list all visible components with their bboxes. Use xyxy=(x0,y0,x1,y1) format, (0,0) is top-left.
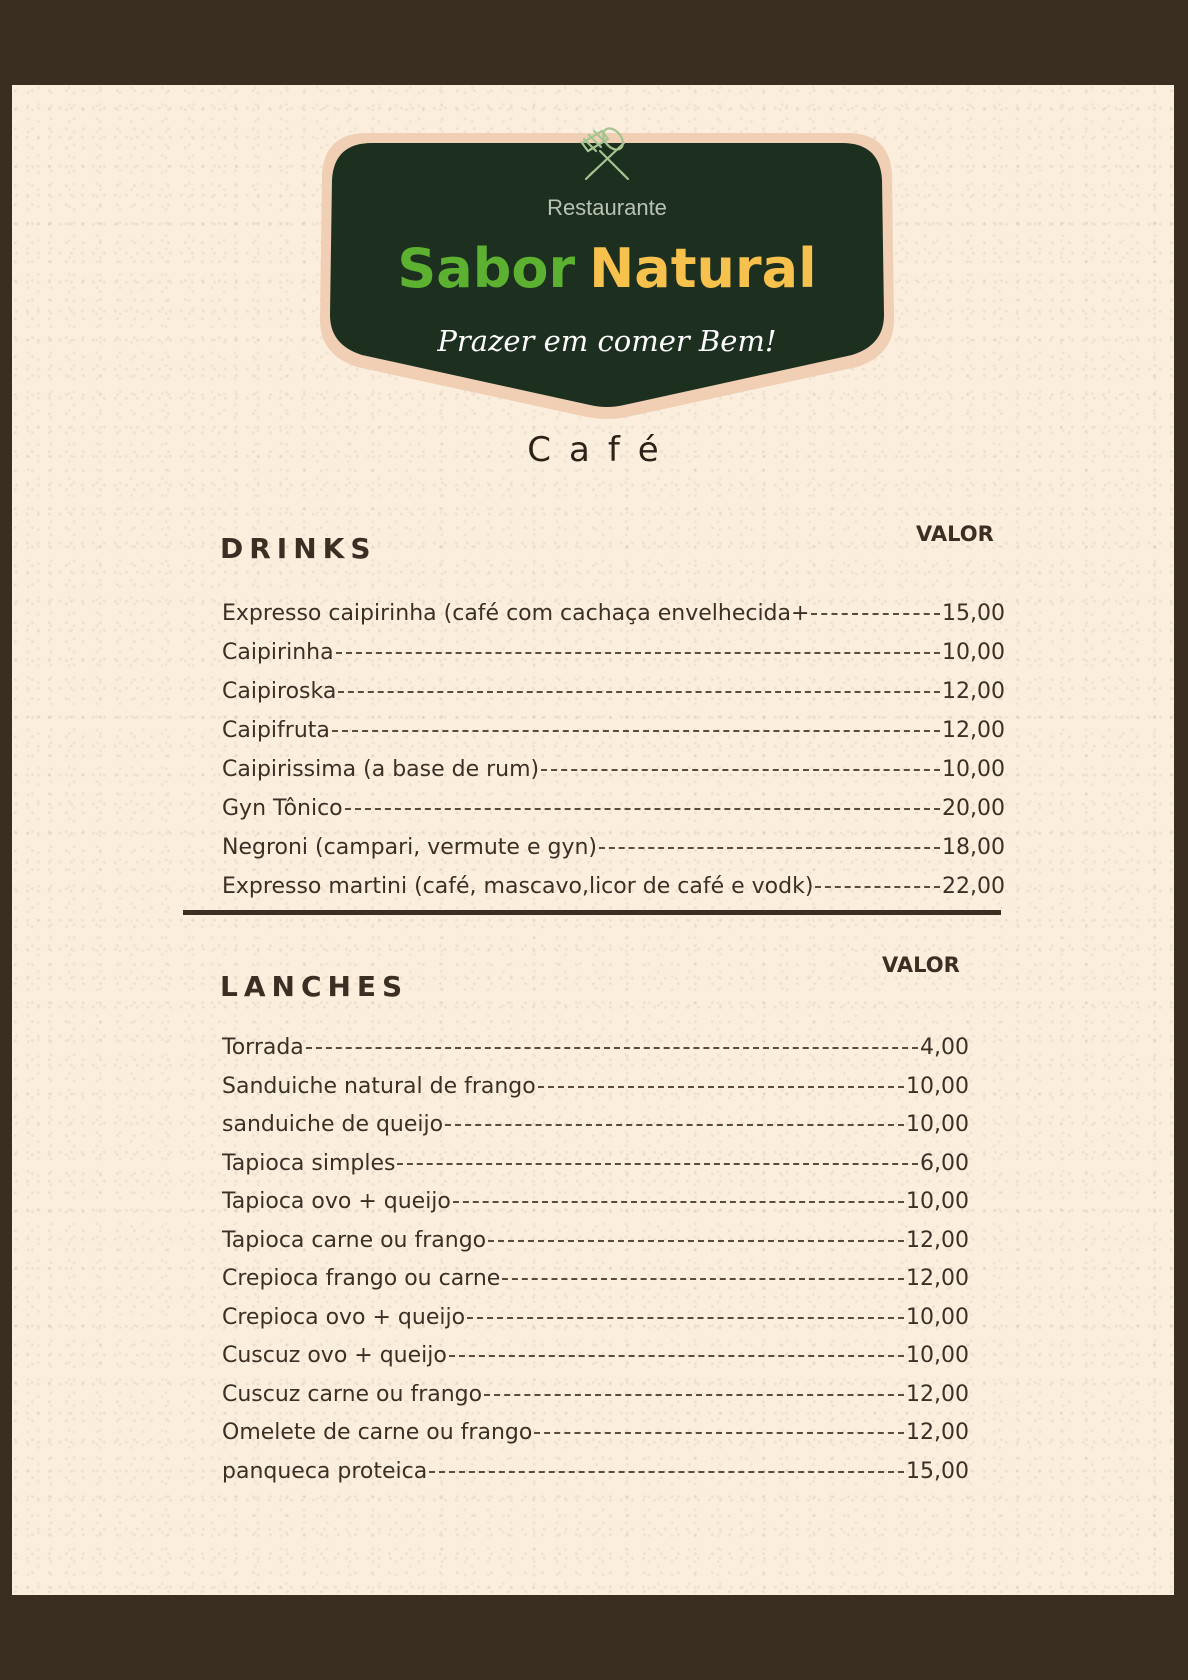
menu-item xyxy=(222,1305,969,1344)
menu-item xyxy=(222,679,1005,718)
menu-item xyxy=(222,1228,969,1267)
page-subtitle: Café xyxy=(527,430,677,470)
item-name: Tapioca ovo + queijo xyxy=(222,1189,451,1214)
dotted-leader xyxy=(538,1086,904,1088)
dotted-leader xyxy=(484,1394,904,1396)
drinks-title: DRINKS xyxy=(220,532,377,565)
dotted-leader xyxy=(541,769,940,771)
item-price: 10,00 xyxy=(942,757,1005,782)
dotted-leader xyxy=(502,1278,904,1280)
item-name: Crepioca ovo + queijo xyxy=(222,1304,466,1330)
item-name: Sanduiche natural de frango xyxy=(222,1073,536,1099)
item-price: 12,00 xyxy=(906,1381,969,1407)
dotted-leader xyxy=(599,847,940,849)
menu-item xyxy=(222,1151,969,1190)
logo-brand xyxy=(397,237,816,300)
item-name: Omelete de carne ou frango xyxy=(222,1420,533,1445)
logo-slogan: Prazer em comer Bem! xyxy=(437,324,777,358)
menu-item xyxy=(222,1035,969,1074)
menu-item xyxy=(222,1074,969,1113)
item-price: 18,00 xyxy=(942,835,1005,860)
dotted-leader xyxy=(336,652,940,654)
dotted-leader xyxy=(815,886,940,888)
menu-item xyxy=(222,640,1005,679)
menu-page xyxy=(12,85,1174,1595)
item-name: Cuscuz carne ou frango xyxy=(222,1381,483,1407)
item-price: 10,00 xyxy=(906,1343,969,1368)
item-price: 15,00 xyxy=(942,601,1005,626)
drinks-list xyxy=(222,601,1005,913)
menu-item xyxy=(222,1189,969,1228)
item-price: 12,00 xyxy=(906,1420,969,1445)
section-divider xyxy=(183,910,1001,915)
restaurant-logo xyxy=(312,115,902,420)
dotted-leader xyxy=(338,691,940,693)
item-name: Crepioca frango ou carne xyxy=(222,1266,501,1291)
dotted-leader xyxy=(534,1432,904,1434)
menu-item xyxy=(222,757,1005,796)
lanches-list xyxy=(222,1035,969,1497)
item-name: sanduiche de queijo xyxy=(222,1112,444,1137)
dotted-leader xyxy=(811,613,940,615)
item-name: Torrada xyxy=(222,1035,304,1060)
dotted-leader xyxy=(445,1124,904,1126)
item-price: 10,00 xyxy=(906,1189,969,1214)
menu-item xyxy=(222,601,1005,640)
item-name: Expresso martini (café, mascavo,licor de café e vodk) xyxy=(222,874,814,899)
menu-item xyxy=(222,718,1005,757)
logo-brand-word-1: Sabor xyxy=(397,237,576,300)
menu-item xyxy=(222,1459,969,1498)
dotted-leader xyxy=(306,1047,918,1049)
item-price: 4,00 xyxy=(920,1035,969,1060)
item-name: Caipirissima (a base de rum) xyxy=(222,757,540,782)
item-name: panqueca proteica xyxy=(222,1458,428,1484)
lanches-value-label: VALOR xyxy=(882,953,960,977)
logo-brand-word-2: Natural xyxy=(589,237,817,300)
item-name: Expresso caipirinha (café com cachaça envelhecida+ xyxy=(222,601,810,626)
menu-item xyxy=(222,1343,969,1382)
lanches-title: LANCHES xyxy=(220,970,409,1003)
dotted-leader xyxy=(453,1201,904,1203)
item-price: 10,00 xyxy=(942,640,1005,665)
item-name: Gyn Tônico xyxy=(222,796,343,821)
item-price: 22,00 xyxy=(942,874,1005,899)
item-name: Cuscuz ovo + queijo xyxy=(222,1343,447,1368)
dotted-leader xyxy=(429,1471,904,1473)
menu-item xyxy=(222,796,1005,835)
menu-item xyxy=(222,1112,969,1151)
item-name: Caipiroska xyxy=(222,679,337,704)
menu-item xyxy=(222,874,1005,913)
item-name: Negroni (campari, vermute e gyn) xyxy=(222,835,597,860)
item-price: 6,00 xyxy=(920,1150,969,1176)
item-name: Tapioca simples xyxy=(222,1150,396,1176)
item-name: Caipifruta xyxy=(222,718,330,743)
dotted-leader xyxy=(345,808,940,810)
dotted-leader xyxy=(467,1317,904,1319)
dotted-leader xyxy=(397,1163,918,1165)
item-name: Caipirinha xyxy=(222,640,334,665)
item-price: 10,00 xyxy=(906,1073,969,1099)
item-price: 12,00 xyxy=(906,1227,969,1253)
item-price: 12,00 xyxy=(906,1266,969,1291)
item-price: 12,00 xyxy=(942,718,1005,743)
menu-item xyxy=(222,1266,969,1305)
item-price: 10,00 xyxy=(906,1112,969,1137)
item-name: Tapioca carne ou frango xyxy=(222,1227,487,1253)
dotted-leader xyxy=(449,1355,904,1357)
menu-item xyxy=(222,835,1005,874)
menu-item xyxy=(222,1382,969,1421)
item-price: 15,00 xyxy=(906,1458,969,1484)
item-price: 10,00 xyxy=(906,1304,969,1330)
drinks-value-label: VALOR xyxy=(916,522,994,546)
item-price: 20,00 xyxy=(942,796,1005,821)
item-price: 12,00 xyxy=(942,679,1005,704)
logo-small-text: Restaurante xyxy=(547,195,667,220)
menu-item xyxy=(222,1420,969,1459)
dotted-leader xyxy=(488,1240,904,1242)
dotted-leader xyxy=(332,730,940,732)
